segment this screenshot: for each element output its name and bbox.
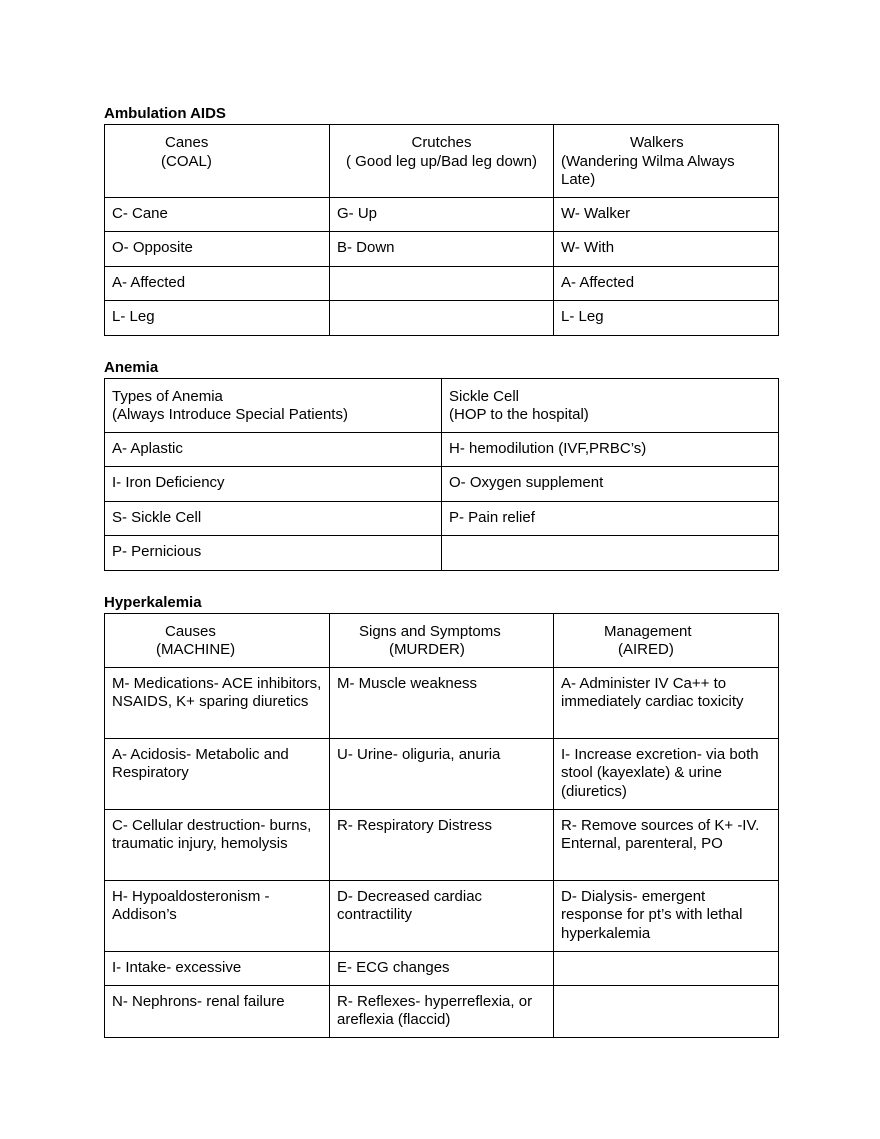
- table-cell: M- Muscle weakness: [330, 667, 554, 738]
- header-line: (HOP to the hospital): [449, 406, 589, 423]
- table-cell: [330, 300, 554, 335]
- table-cell: E- ECG changes: [330, 951, 554, 985]
- table-cell: A- Aplastic: [105, 432, 442, 466]
- table-cell: N- Nephrons- renal failure: [105, 985, 330, 1037]
- header-line: Sickle Cell: [449, 387, 520, 405]
- table-cell: S- Sickle Cell: [105, 501, 442, 535]
- hyperkalemia-title: Hyperkalemia: [104, 593, 202, 611]
- table-row: [105, 432, 779, 466]
- table-cell: O- Oxygen supplement: [442, 466, 779, 501]
- table-cell: [330, 266, 554, 300]
- table-cell: M- Medications- ACE inhibitors, NSAIDS, K+ sparing diuretics: [105, 667, 330, 738]
- table-row: [105, 535, 779, 570]
- header-line: Walkers: [630, 134, 684, 151]
- table-cell: A- Administer IV Ca++ to immediately cardiac toxicity: [554, 667, 779, 738]
- table-cell: P- Pain relief: [442, 501, 779, 535]
- table-cell: A- Affected: [554, 266, 779, 300]
- table-cell: G- Up: [330, 197, 554, 231]
- ambulation-table: [104, 124, 779, 336]
- anemia-table: [104, 378, 779, 571]
- table-row: [105, 266, 779, 300]
- table-cell: I- Iron Deficiency: [105, 466, 442, 501]
- table-cell: O- Opposite: [105, 231, 330, 266]
- ambulation-title: Ambulation AIDS: [104, 105, 226, 122]
- header-line: Types of Anemia: [112, 387, 223, 405]
- table-cell: A- Acidosis- Metabolic and Respiratory: [105, 738, 330, 809]
- header-line: (MURDER): [389, 641, 465, 658]
- header-line: (COAL): [161, 152, 212, 170]
- anemia-title: Anemia: [104, 358, 159, 376]
- table-cell: R- Respiratory Distress: [330, 809, 554, 880]
- table-cell: H- hemodilution (IVF,PRBC’s): [442, 432, 779, 466]
- table-cell: B- Down: [330, 231, 554, 266]
- table-cell: C- Cane: [105, 197, 330, 231]
- table-row: [105, 501, 779, 535]
- table-cell: L- Leg: [554, 300, 779, 335]
- table-row: [105, 738, 779, 809]
- table-row: [105, 197, 779, 231]
- table-cell: R- Remove sources of K+ -IV. Enternal, parenteral, PO: [554, 809, 779, 880]
- header-line: Canes: [165, 134, 209, 151]
- header-line: (AIRED): [618, 641, 674, 658]
- header-line: (MACHINE): [156, 641, 236, 658]
- header-line: ( Good leg up/Bad leg down): [346, 152, 537, 170]
- header-line: Crutches: [411, 134, 472, 151]
- header-signs-and-symptoms: [330, 613, 554, 667]
- table-cell: U- Urine- oliguria, anuria: [330, 738, 554, 809]
- table-cell: P- Pernicious: [105, 535, 442, 570]
- table-row: [105, 809, 779, 880]
- table-cell: W- With: [554, 231, 779, 266]
- table-row: [105, 985, 779, 1037]
- header-canes: [105, 125, 330, 198]
- table-cell: I- Intake- excessive: [105, 951, 330, 985]
- header-causes: [105, 613, 330, 667]
- hyperkalemia-table: [104, 613, 779, 1038]
- header-types-of-anemia: [105, 378, 442, 432]
- table-row: [105, 880, 779, 951]
- header-management: [554, 613, 779, 667]
- table-row: [105, 667, 779, 738]
- table-cell: R- Reflexes- hyperreflexia, or areflexia (flaccid): [330, 985, 554, 1037]
- header-sickle-cell: [442, 378, 779, 432]
- table-cell: W- Walker: [554, 197, 779, 231]
- header-crutches: [330, 125, 554, 198]
- table-cell: L- Leg: [105, 300, 330, 335]
- table-row: [105, 300, 779, 335]
- header-line: Signs and Symptoms: [359, 622, 501, 640]
- table-row: [105, 466, 779, 501]
- table-cell: C- Cellular destruction- burns, traumatic injury, hemolysis: [105, 809, 330, 880]
- table-header-row: [105, 613, 779, 667]
- header-line: Management: [604, 622, 692, 640]
- table-header-row: [105, 125, 779, 198]
- header-walkers: [554, 125, 779, 198]
- table-header-row: [105, 378, 779, 432]
- table-cell: D- Dialysis- emergent response for pt’s with lethal hyperkalemia: [554, 880, 779, 951]
- table-cell: [554, 985, 779, 1037]
- header-line: (Always Introduce Special Patients): [112, 406, 348, 423]
- document-page: [104, 104, 778, 1038]
- table-row: [105, 951, 779, 985]
- table-cell: [442, 535, 779, 570]
- header-line: (Wandering Wilma Always Late): [561, 152, 735, 188]
- table-row: [105, 231, 779, 266]
- table-cell: A- Affected: [105, 266, 330, 300]
- table-cell: H- Hypoaldosteronism - Addison’s: [105, 880, 330, 951]
- table-cell: [554, 951, 779, 985]
- header-line: Causes: [165, 622, 216, 640]
- table-cell: I- Increase excretion- via both stool (kayexlate) & urine (diuretics): [554, 738, 779, 809]
- table-cell: D- Decreased cardiac contractility: [330, 880, 554, 951]
